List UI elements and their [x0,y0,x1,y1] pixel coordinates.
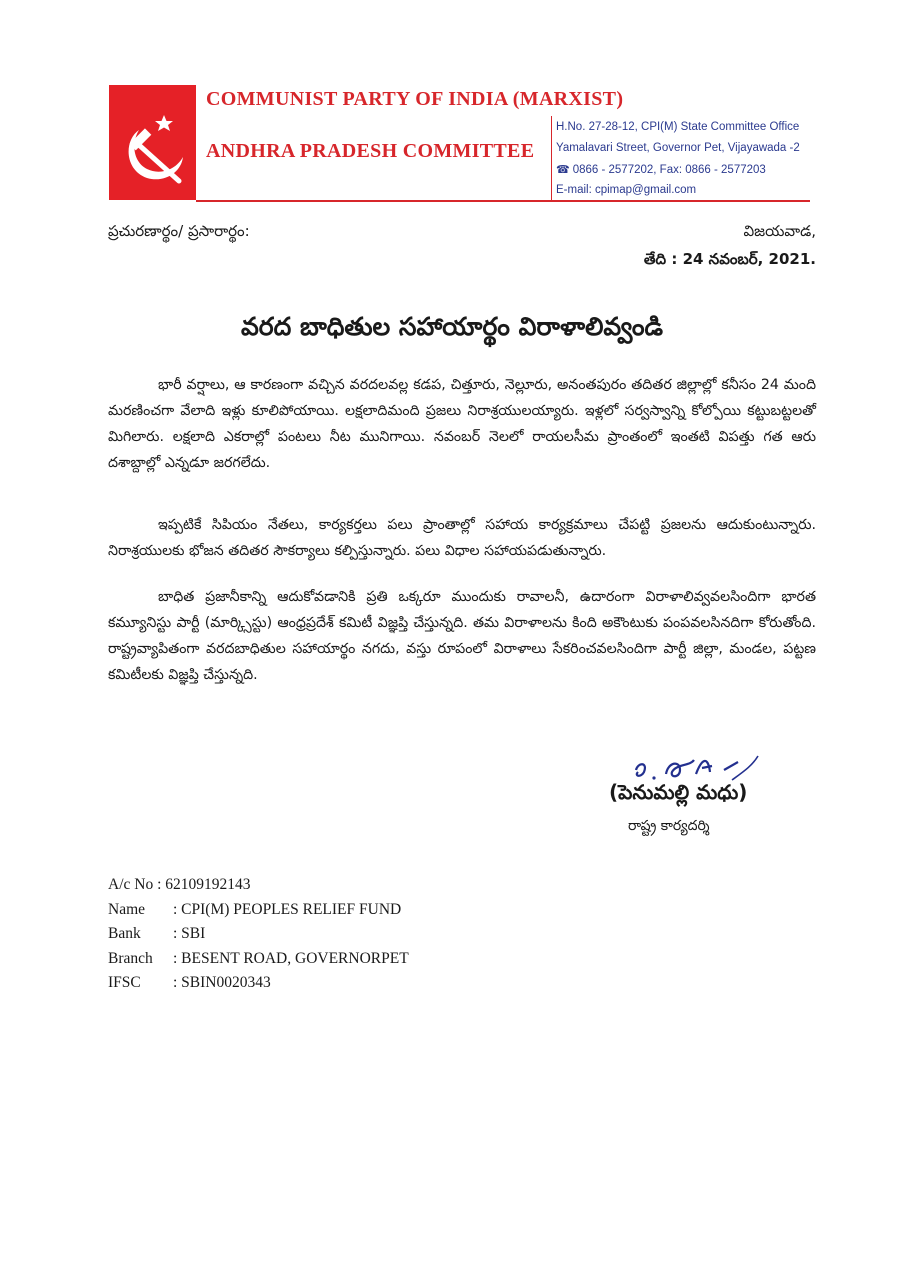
bank-name-label: Bank [108,925,141,942]
account-name-label: Name [108,900,146,918]
header-divider [196,200,810,202]
branch-name: : BESENT ROAD, GOVERNORPET [173,949,409,967]
hammer-sickle-icon [109,85,196,200]
paragraph: ఇప్పటికే సిపియం నేతలు, కార్యకర్తలు పలు ప్రాంతాల్లో సహాయ కార్యక్రమాలు చేపట్టి ప్రజలను ఆదుకుంటున్నారు. నిరాశ్రయులకు భోజన తదితర సౌకర్యాలు కల్పిస్తున్నారు. పలు విధాల సహాయపడుతున్నారు. [108,517,816,559]
ifsc-code: : SBIN0020343 [173,974,271,991]
signatory-designation: రాష్ట్ర కార్యదర్శి [628,818,710,834]
bank-name-row [108,922,409,947]
signatory-name: (పెనుమల్లి మధు) [609,780,748,804]
ifsc-row [108,971,409,996]
account-number-row [108,873,409,898]
address-line-2: Yamalavari Street, Governor Pet, Vijayawada -2 [556,142,800,154]
account-name-row [108,898,409,923]
account-number: 62109192143 [165,876,251,893]
party-logo [109,85,196,200]
branch-label: Branch [108,949,153,967]
bank-details [108,873,409,996]
ifsc-label: IFSC [108,974,141,991]
place: విజయవాడ, [743,222,816,240]
header-divider-vertical [551,116,552,200]
phone-line [556,163,766,176]
email-line: E-mail: cpimap@gmail.com [556,184,697,196]
branch-row [108,947,409,972]
org-name: COMMUNIST PARTY OF INDIA (MARXIST) [206,88,624,110]
account-number-label: A/c No : [108,876,162,893]
paragraph: భారీ వర్షాలు, ఆ కారణంగా వచ్చిన వరదలవల్ల కడప, చిత్తూరు, నెల్లూరు, అనంతపురం తదితర జిల్లాల్లో కనీసం 24 మంది మరణించగా వేలాది ఇళ్లు కూలిపోయాయి. లక్షలాదిమంది ప్రజలు నిరాశ్రయులయ్యారు. ఇళ్లలో సర్వస్వాన్ని కోల్పోయి కట్టుబట్టలతో మిగిలారు. లక్షలాది ఎకరాల్లో పంటలు నీట మునిగాయి. నవంబర్ నెలలో రాయలసీమ ప్రాంతంలో ఇంతటి విపత్తు గత ఆరు దశాబ్దాల్లో ఎన్నడూ జరగలేదు. [108,377,816,471]
release-label: ప్రచురణార్థం/ ప్రసారార్థం: [108,222,250,240]
telephone-icon: ☎ [556,164,570,176]
phone-text: 0866 - 2577202, Fax: 0866 - 2577203 [572,164,766,176]
page-title: వరద బాధితుల సహాయార్థం విరాళాలివ్వండి [240,312,663,341]
paragraph: బాధిత ప్రజానీకాన్ని ఆదుకోవడానికి ప్రతి ఒక్కరూ ముందుకు రావాలనీ, ఉదారంగా విరాళాలివ్వవలసిందిగా భారత కమ్యూనిస్టు పార్టీ (మార్క్సిస్టు) ఆంధ్రప్రదేశ్ కమిటీ విజ్ఞప్తి చేస్తున్నది. తమ విరాళాలను కింది అకౌంటుకు పంపవలసినదిగా కోరుతోంది. రాష్ట్రవ్యాపితంగా వరదబాధితుల సహాయార్థం నగదు, వస్తు రూపంలో విరాళాలు సేకరించవలసిందిగా పార్టీ జిల్లా, మండల, పట్టణ కమిటీలకు విజ్ఞప్తి చేస్తున్నది. [108,589,816,683]
committee-name: ANDHRA PRADESH COMMITTEE [206,140,535,162]
account-name: : CPI(M) PEOPLES RELIEF FUND [173,900,402,918]
bank-name: : SBI [173,925,206,942]
address-line-1: H.No. 27-28-12, CPI(M) State Committee Office [556,121,800,133]
date: తేది : 24 నవంబర్, 2021. [643,250,816,268]
